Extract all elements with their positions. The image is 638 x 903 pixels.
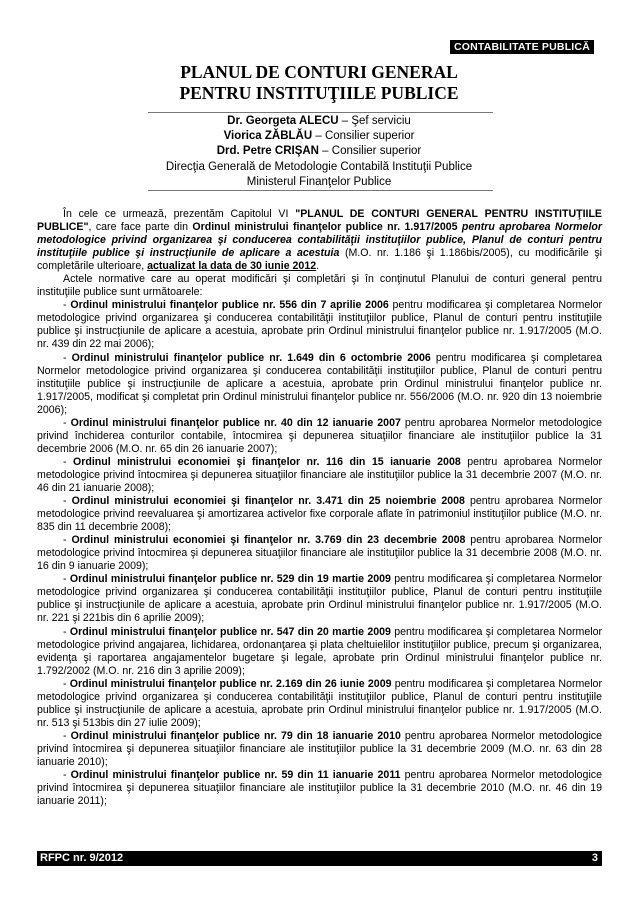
list-item: - Ordinul ministrului finanţelor publice nr. 2.169 din 26 iunie 2009 pentru modificarea şi completarea Normelor metodologice privind organizarea şi conducerea contabilităţii instituţiilor publice, Planul de conturi pentru instituţiile publice şi instrucţiunile de aplicare a acestuia, aprobate prin Ordinul ministrului finanţelor publice nr. 1.917/2005 (M.O. nr. 513 şi 513bis din 27 iulie 2009); bbox=[37, 677, 602, 729]
affiliation-line1: Direcţia Generală de Metodologie Contabilă Instituţii Publice bbox=[165, 160, 473, 173]
list-item: - Ordinul ministrului finanţelor publice nr. 79 din 18 ianuarie 2010 pentru aprobarea Normelor metodologice privind întocmirea şi depunerea situaţiilor financiare ale instituţiilor publice la 31 decembrie 2009 (M.O. nr. 63 din 28 ianuarie 2010); bbox=[37, 729, 602, 768]
author-1 bbox=[0, 114, 638, 129]
author-role: – Consilier superior bbox=[312, 130, 415, 143]
author-block bbox=[0, 114, 638, 190]
journal-issue: RFPC nr. 9/2012 bbox=[40, 852, 124, 864]
author-divider bbox=[148, 190, 493, 191]
list-item: - Ordinul ministrului finanţelor publice nr. 547 din 20 martie 2009 pentru modificarea şi completarea Normelor metodologice privind angajarea, lichidarea, ordonanţarea şi plata cheltuielilor instituţiilor publice, precum şi organizarea, evidenţa şi raportarea angajamentelor bugetare şi legale, aprobate prin Ordinul ministrului finanţelor publice nr. 1.792/2002 (M.O. nr. 216 din 3 aprilie 2009); bbox=[37, 625, 602, 677]
list-item: - Ordinul ministrului finanţelor publice nr. 556 din 7 aprilie 2006 pentru modificarea şi completarea Normelor metodologice privind organizarea şi conducerea contabilităţii instituţiilor publice, Planul de conturi pentru instituţiile publice şi instrucţiunile de aplicare a acestuia, aprobate prin Ordinul ministrului finanţelor publice nr. 1.917/2005 (M.O. nr. 439 din 22 mai 2006); bbox=[37, 299, 602, 351]
author-3 bbox=[0, 144, 638, 159]
list-item: - Ordinul ministrului economiei şi finanţelor nr. 116 din 15 ianuarie 2008 pentru aprobarea Normelor metodologice privind întocmirea şi depunerea situaţiilor financiare ale instituţiilor publice la 31 decembrie 2007 (M.O. nr. 46 din 21 ianuarie 2008); bbox=[37, 455, 602, 494]
page-footer bbox=[37, 851, 602, 866]
author-name: Dr. Georgeta ALECU bbox=[227, 115, 339, 127]
intro-paragraph: În cele ce urmează, prezentăm Capitolul VI "PLANUL DE CONTURI GENERAL PENTRU INSTITUŢIILE PUBLICE", care face parte din Ordinul ministrului finanţelor publice nr. 1.917/2005 pentru aprobarea Normelor metodologice privind organizarea şi conducerea contabilităţii instituţiilor publice, Planul de conturi pentru instituţiile publice şi instrucţiunile de aplicare a acestuia (M.O. nr. 1.186 şi 1.186bis/2005), cu modificările şi completările ulterioare, actualizat la data de 30 iunie 2012. bbox=[37, 208, 602, 273]
author-2 bbox=[0, 129, 638, 144]
title-divider bbox=[148, 112, 493, 113]
author-role: – Şef serviciu bbox=[338, 115, 411, 127]
article-body bbox=[37, 208, 602, 808]
page-title-line1: PLANUL DE CONTURI GENERAL bbox=[180, 62, 458, 82]
list-item: - Ordinul ministrului economiei şi finanţelor nr. 3.769 din 23 decembrie 2008 pentru aprobarea Normelor metodologice privind întocmirea şi depunerea situaţiilor financiare ale instituţiilor publice la 31 decembrie 2008 (M.O. nr. 16 din 9 ianuarie 2009); bbox=[37, 534, 602, 573]
affiliation-line2: Ministerul Finanţelor Publice bbox=[246, 175, 392, 188]
author-name: Viorica ZĂBLĂU bbox=[223, 130, 313, 143]
section-tag: CONTABILITATE PUBLICĂ bbox=[450, 40, 594, 54]
list-item: - Ordinul ministrului finanţelor publice nr. 59 din 11 ianuarie 2011 pentru aprobarea Normelor metodologice privind întocmirea şi depunerea situaţiilor financiare ale instituţiilor publice la 31 decembrie 2010 (M.O. nr. 46 din 19 ianuarie 2011); bbox=[37, 769, 602, 808]
list-item: - Ordinul ministrului economiei şi finanţelor nr. 3.471 din 25 noiembrie 2008 pentru aprobarea Normelor metodologice privind reevaluarea şi amortizarea activelor fixe corporale aflate în patrimoniul instituţiilor publice (M.O. nr. 835 din 11 decembrie 2008); bbox=[37, 495, 602, 534]
page-title-line2: PENTRU INSTITUŢIILE PUBLICE bbox=[179, 83, 459, 103]
lead-paragraph: Actele normative care au operat modificări şi completări şi în conţinutul Planului de conturi general pentru instituţiile publice sunt următoarele: bbox=[37, 273, 602, 299]
list-item: - Ordinul ministrului finanţelor publice nr. 529 din 19 martie 2009 pentru modificarea şi completarea Normelor metodologice privind organizarea şi conducerea contabilităţii instituţiilor publice, Planul de conturi pentru instituţiile publice şi instrucţiunile de aplicare a acestuia, aprobate prin Ordinul ministrului finanţelor publice nr. 1.917/2005 (M.O. nr. 221 şi 221bis din 6 aprilie 2009); bbox=[37, 573, 602, 625]
author-name: Drd. Petre CRIŞAN bbox=[216, 145, 319, 158]
author-role: – Consilier superior bbox=[318, 145, 422, 158]
list-item: - Ordinul ministrului finanţelor publice nr. 40 din 12 ianuarie 2007 pentru aprobarea Normelor metodologice privind închiderea conturilor contabile, întocmirea şi depunerea situaţiilor financiare ale instituţiilor publice la 31 decembrie 2006 (M.O. nr. 65 din 26 ianuarie 2007); bbox=[37, 416, 602, 455]
list-item: - Ordinul ministrului finanţelor publice nr. 1.649 din 6 octombrie 2006 pentru modificarea şi completarea Normelor metodologice privind organizarea şi conducerea contabilităţii instituţiilor publice, Planul de conturi pentru instituţiile publice şi instrucţiunile de aplicare a acestuia, aprobate prin Ordinul ministrului finanţelor publice nr. 1.917/2005, modificat şi completat prin Ordinul ministrului finanţelor publice nr. 556/2006 (M.O. nr. 920 din 13 noiembrie 2006); bbox=[37, 351, 602, 416]
page-number: 3 bbox=[591, 852, 598, 864]
